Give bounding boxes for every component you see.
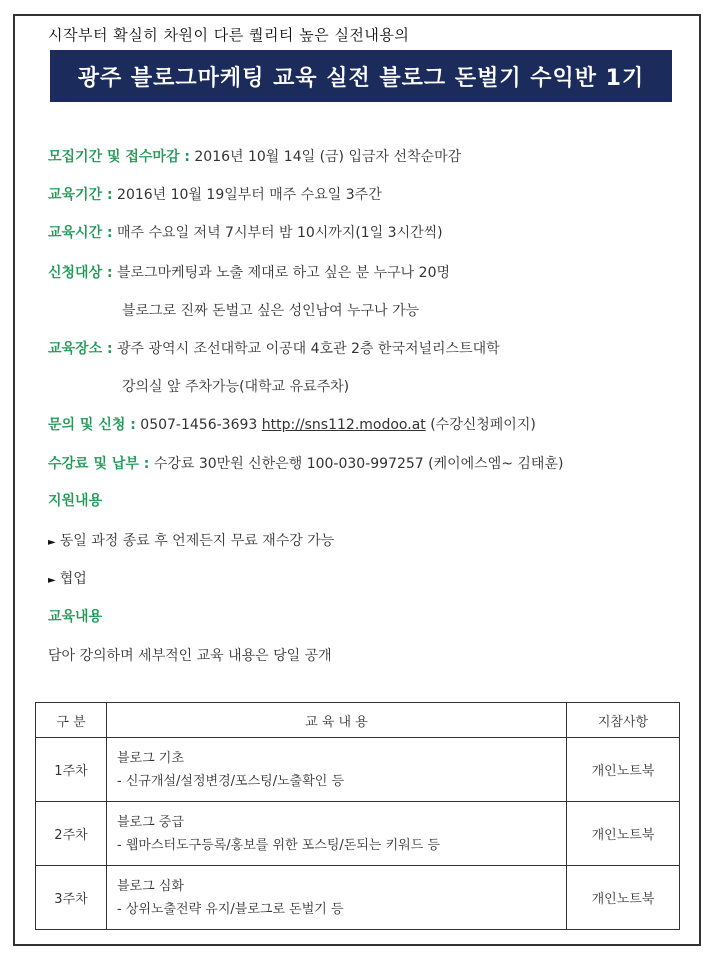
contact-phone: 0507-1456-3693 [140,417,258,433]
recruit-row [48,146,461,166]
content-cell [107,738,567,802]
table-header-row [36,703,680,738]
period-label: 교육기간 : [48,187,113,203]
content-cell [107,802,567,866]
target-row [48,262,450,282]
support-item-text: 협업 [59,571,87,587]
signup-link[interactable]: http://sns112.modoo.at [261,417,426,433]
header-content: 교 육 내 용 [107,703,567,738]
contact-suffix: (수강신청페이지) [430,417,536,433]
week-cell: 1주차 [36,738,107,802]
content-detail: - 신규개설/설정변경/포스팅/노출확인 등 [117,773,345,789]
week-cell: 3주차 [36,866,107,930]
place-label: 교육장소 : [48,341,113,357]
support-item [48,530,334,550]
recruit-value: 2016년 10월 14일 (금) 입금자 선착순마감 [194,149,462,165]
curriculum-heading: 교육내용 [48,609,103,625]
prep-cell: 개인노트북 [567,802,680,866]
period-row [48,184,382,204]
fee-row [48,453,563,473]
time-row [48,222,443,242]
content-detail: - 상위노출전략 유지/블로그로 돈벌기 등 [117,901,344,917]
place-row [48,338,500,358]
support-item [48,568,87,588]
target-value-2: 블로그로 진짜 돈벌고 싶은 성인남여 누구나 가능 [122,303,420,319]
content-detail: - 웹마스터도구등록/홍보를 위한 포스팅/돈되는 키워드 등 [117,837,440,853]
header-prep: 지참사항 [567,703,680,738]
table-row [36,802,680,866]
prep-cell: 개인노트북 [567,738,680,802]
header-week: 구 분 [36,703,107,738]
content-title: 블로그 심화 [117,878,184,894]
support-item-text: 동일 과정 종료 후 언제든지 무료 재수강 가능 [59,533,335,549]
schedule-table [35,702,680,930]
right-triangle-icon: ► [48,575,56,586]
time-label: 교육시간 : [48,225,113,241]
support-heading: 지원내용 [48,493,103,509]
time-value: 매주 수요일 저녁 7시부터 밤 10시까지(1일 3시간씩) [117,225,443,241]
contact-label: 문의 및 신청 : [48,417,136,433]
recruit-label: 모집기간 및 접수마감 : [48,149,190,165]
page-title: 광주 블로그마케팅 교육 실전 블로그 돈벌기 수익반 1기 [77,65,645,91]
right-triangle-icon: ► [48,537,56,548]
place-value-2: 강의실 앞 주차가능(대학교 유료주차) [122,379,350,395]
target-label: 신청대상 : [48,265,113,281]
prep-cell: 개인노트북 [567,866,680,930]
table-row [36,738,680,802]
table-row [36,866,680,930]
week-cell: 2주차 [36,802,107,866]
target-value: 블로그마케팅과 노출 제대로 하고 싶은 분 누구나 20명 [117,265,450,281]
fee-value: 수강료 30만원 신한은행 100-030-997257 (케이에스엠~ 김태훈) [153,456,564,472]
fee-label: 수강료 및 납부 : [48,456,150,472]
title-banner [50,50,672,102]
curriculum-text: 담아 강의하며 세부적인 교육 내용은 당일 공개 [48,648,332,664]
period-value: 2016년 10월 19일부터 매주 수요일 3주간 [117,187,382,203]
content-cell [107,866,567,930]
place-value: 광주 광역시 조선대학교 이공대 4호관 2층 한국저널리스트대학 [117,341,500,357]
content-title: 블로그 중급 [117,814,184,830]
header-subtitle: 시작부터 확실히 차원이 다른 퀄리티 높은 실전내용의 [48,26,410,44]
contact-row [48,414,536,434]
content-title: 블로그 기초 [117,750,184,766]
